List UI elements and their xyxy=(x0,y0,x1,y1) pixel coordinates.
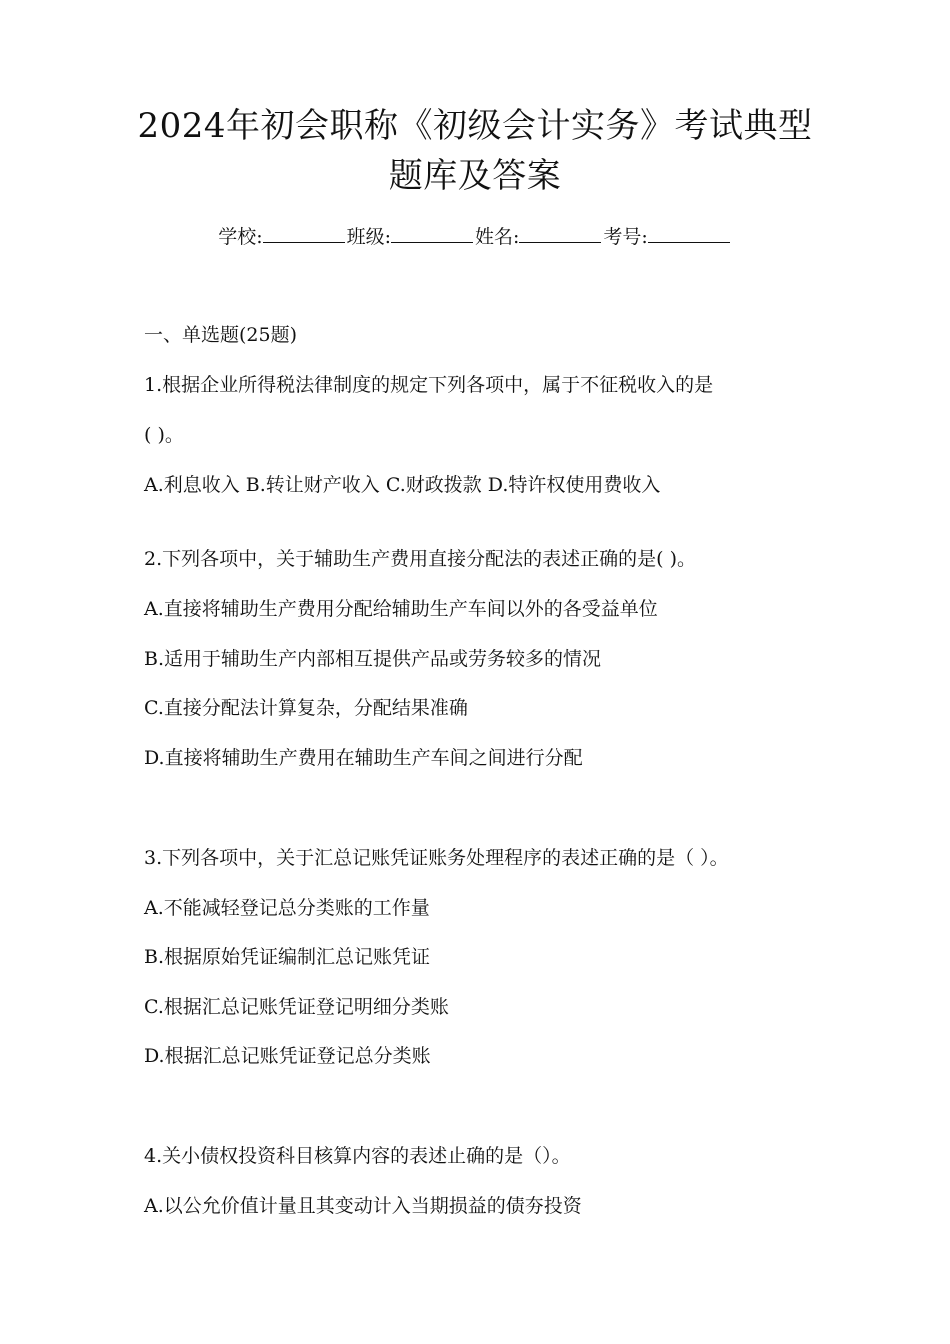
info-field-class xyxy=(347,222,475,252)
question-4-option-a: A.以公允价值计量且其变动计入当期损益的债夯投资 xyxy=(144,1195,582,1217)
question-1-stem-line-1: 1.根据企业所得税法律制度的规定下列各项中，属于不征税收入的是 xyxy=(144,374,714,396)
section-heading: 一、单选题(25题) xyxy=(144,324,298,346)
class-blank xyxy=(391,224,473,243)
question-3-stem: 3.下列各项中，关于汇总记账凭证账务处理程序的表述正确的是（ ）。 xyxy=(144,847,729,869)
question-2-option-b: B.适用于辅助生产内部相互提供产品或劳务较多的情况 xyxy=(144,648,602,670)
info-field-exam-number xyxy=(603,222,731,252)
school-blank xyxy=(263,224,345,243)
question-2-option-d: D.直接将辅助生产费用在辅助生产车间之间进行分配 xyxy=(144,747,583,769)
question-2-option-a: A.直接将辅助生产费用分配给辅助生产车间以外的各受益单位 xyxy=(144,598,658,620)
document-title-line-1: 2024年初会职称《初级会计实务》考试典型 xyxy=(137,106,813,146)
info-label-school: 学校: xyxy=(218,226,263,248)
question-3-option-b: B.根据原始凭证编制汇总记账凭证 xyxy=(144,946,431,968)
student-info-line xyxy=(0,222,950,252)
question-2-stem: 2.下列各项中，关于辅助生产费用直接分配法的表述正确的是( )。 xyxy=(144,548,696,570)
question-3-option-a: A.不能减轻登记总分类账的工作量 xyxy=(144,897,430,919)
exam-number-blank xyxy=(648,224,730,243)
info-label-name: 姓名: xyxy=(475,226,520,248)
info-label-class: 班级: xyxy=(346,226,391,248)
info-field-name xyxy=(475,222,603,252)
question-1-stem-line-2: ( )。 xyxy=(144,424,184,446)
document-title-line-2: 题库及答案 xyxy=(388,156,562,196)
question-3-option-c: C.根据汇总记账凭证登记明细分类账 xyxy=(144,996,449,1018)
question-2-option-c: C.直接分配法计算复杂，分配结果准确 xyxy=(144,697,468,719)
name-blank xyxy=(519,224,601,243)
info-field-school xyxy=(218,222,346,252)
question-3-option-d: D.根据汇总记账凭证登记总分类账 xyxy=(144,1045,431,1067)
info-label-exam-number: 考号: xyxy=(603,226,648,248)
question-1-options: A.利息收入 B.转让财产收入 C.财政拨款 D.特许权使用费收入 xyxy=(144,474,661,496)
question-4-stem: 4.关小债权投资科目核算内容的表述止确的是（）。 xyxy=(144,1145,571,1167)
